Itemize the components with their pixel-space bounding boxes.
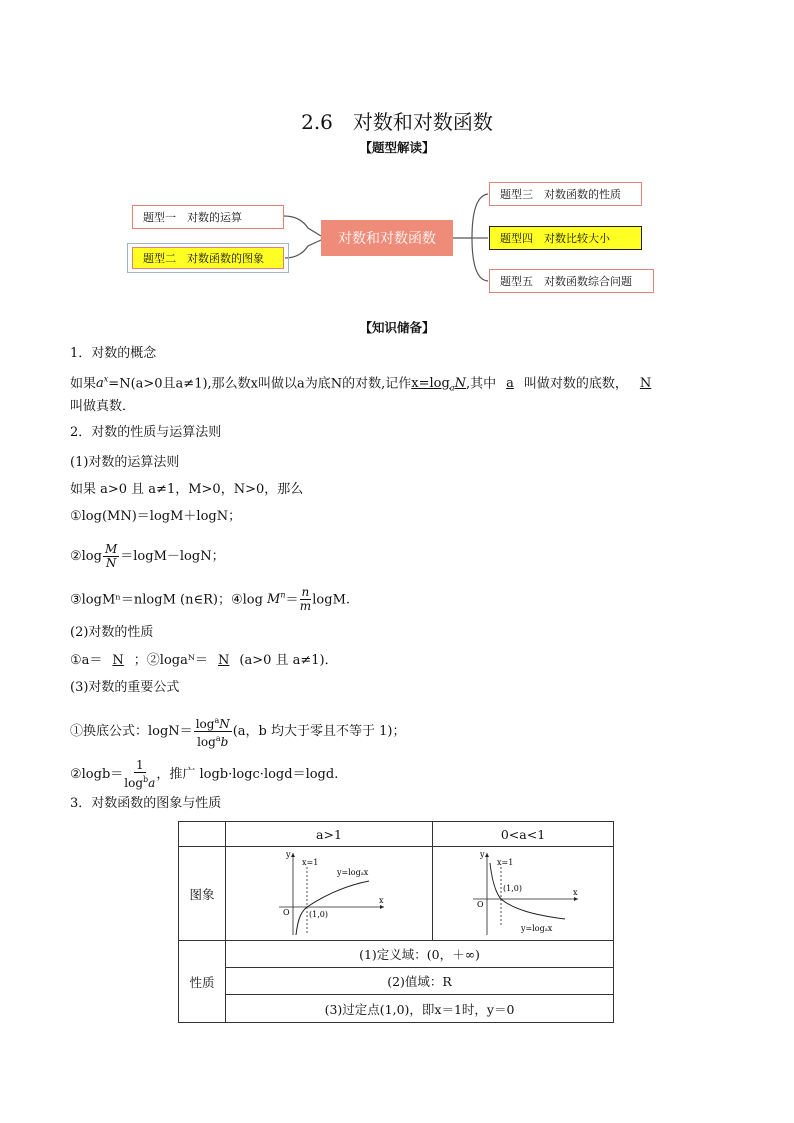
reciprocal-formula [70,759,338,790]
g2-origin: O [477,900,484,909]
graph-cell-2 [433,847,614,941]
mindmap-node-type5: 题型五 对数函数综合问题 [489,269,654,293]
fraction-reciprocal: $\frac{1}{\log^ba}$ [124,758,156,790]
def-notation-text: x=log [411,376,450,392]
g1-point: (1,0) [309,910,328,919]
section-1-title: 1．对数的概念 [70,346,157,361]
row-label-graph: 图象 [179,847,226,941]
g1-asymptote: x=1 [302,858,319,867]
graph-increasing [269,847,389,937]
rule-2 [70,543,225,570]
prop-a: ①a [70,653,90,668]
def-text-e: 叫做对数的底数， [523,376,628,392]
rule-3-4: ③logMⁿ＝nlogM (n∈R)；④log $M^n=$ $\frac{n}{m}$ logM. [70,585,351,614]
g2-curve-label: y=logₐx [521,924,553,933]
blank-prop-1: N [112,653,124,668]
rules-condition: 如果 a>0 且 a≠1，M>0，N>0，那么 [70,482,304,497]
log-function-table [178,821,614,1023]
g1-curve-label: y=logₐx [337,868,369,877]
property-range: (2)值域：R [226,968,614,995]
mindmap-node-type2: 题型二 对数函数的图象 [132,247,284,269]
prop-d: (a>0 且 a≠1)． [239,653,338,668]
def-text-d: ,其中 [465,376,497,392]
rule-4-post: logM. [312,592,351,608]
f2-post: ，推广 logb·logc·logd＝logd. [156,767,339,782]
mindmap-node-type3: 题型三 对数函数的性质 [489,182,642,206]
prop-b: ＝ [89,653,103,668]
property-fixed-point: (3)过定点(1,0)，即x＝1时，y＝0 [226,995,614,1023]
row-label-properties: 性质 [179,941,226,1023]
f1-post: (a，b 均大于零且不等于 1)； [232,724,406,739]
g2-y-label: y [480,850,485,859]
property-line [70,651,338,671]
rule-1: ①log(MN)＝logM＋logN； [70,509,242,524]
knowledge-heading: 【知识储备】 [359,320,435,335]
def-notation: $x=\log_aN$ [411,376,466,393]
g2-x-label: x [573,888,578,897]
fraction-change-base: $\frac{\log^aN}{\log^ab}$ [195,716,230,749]
def-line-2: 叫做真数． [70,399,136,414]
rules-heading: (1)对数的运算法则 [70,455,180,470]
g2-asymptote: x=1 [497,858,514,867]
page-title: 2.6 对数和对数函数 [301,110,493,134]
rule-2-pre: ②log [70,549,102,564]
f2-pre: ②logb＝ [70,767,124,782]
g1-origin: O [283,908,290,917]
change-of-base [70,714,405,749]
g1-x-label: x [379,896,384,905]
header-a-gt-1: a>1 [226,822,433,847]
blank-prop-2: N [218,653,230,668]
rule-3-text: ③logMⁿ＝nlogM (n∈R)；④log [70,592,263,608]
mindmap-center-node: 对数和对数函数 [321,220,453,256]
graph-cell-1 [226,847,433,941]
mindmap-node-type4: 题型四 对数比较大小 [489,226,642,250]
mindmap-node-type1: 题型一 对数的运算 [132,205,284,229]
property-domain: (1)定义域：(0，＋∞) [226,941,614,968]
fraction-n-over-m: $\frac{n}{m}$ [299,585,312,614]
rule-2-post: ＝logM－logN； [120,549,225,564]
log-definition: 如果$a^x=N(a>0$且a≠1),那么数x叫做以a为底N的对数,记作$x=\log_aN$,其中 a 叫做对数的底数， N [70,370,663,399]
prop-c: ；②logaᴺ＝ [133,653,209,668]
section-2-title: 2．对数的性质与运算法则 [70,425,222,440]
blank-base: a [506,376,514,392]
section-subtitle: 【题型解读】 [359,140,435,155]
def-text-b: =N(a>0且a≠1),那么数x叫做以a为底N的对数,记作 [108,376,412,392]
g2-point: (1,0) [503,884,522,893]
formulas-heading: (3)对数的重要公式 [70,680,180,695]
graph-decreasing [463,847,583,937]
section-3-title: 3．对数函数的图象与性质 [70,796,222,811]
def-text-a: 如果 [70,376,97,392]
f1-pre: ①换底公式：logN＝ [70,724,193,739]
properties-heading: (2)对数的性质 [70,625,154,640]
table-corner [179,822,226,847]
blank-antilog: N [639,376,652,392]
header-a-lt-1: 0<a<1 [433,822,614,847]
g1-y-label: y [286,850,291,859]
fraction-m-over-n: $\frac{M}{N}$ [104,542,118,570]
